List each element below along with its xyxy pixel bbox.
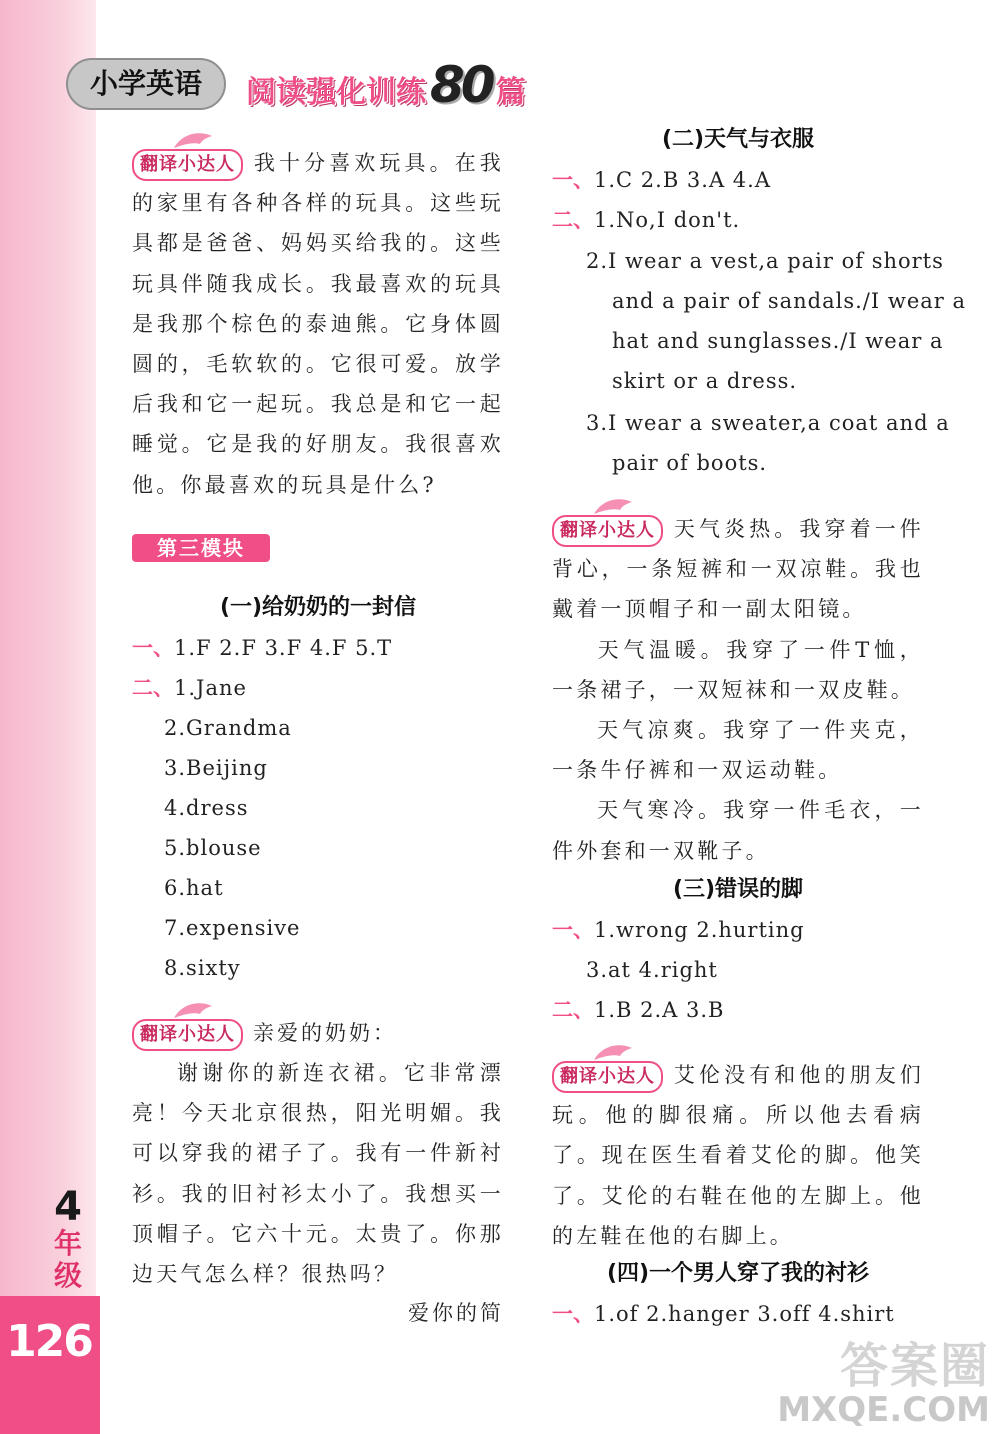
- letter-signature: 爱你的简: [408, 1301, 504, 1325]
- translation-text-3a: 天气炎热。我穿着一件背心，一条短裤和一双凉鞋。我也戴着一顶帽子和一副太阳镜。: [552, 517, 924, 622]
- part-number: 一、: [552, 918, 594, 942]
- grade-text-2: 级: [53, 1259, 82, 1292]
- answer-row: [132, 628, 392, 668]
- translator-badge: 翻译小达人: [552, 515, 663, 547]
- part-number: 一、: [552, 168, 594, 192]
- translation-text-4: 艾伦没有和他的朋友们玩。他的脚很痛。所以他去看病了。现在医生看着艾伦的脚。他笑了。艾伦的右鞋在他的左脚上。他的左鞋在他的右脚上。: [552, 1063, 924, 1248]
- answer-text: 1.Jane: [174, 676, 247, 700]
- answer-row: [132, 668, 247, 708]
- watermark-logo-text: 答案圈: [839, 1338, 990, 1394]
- book-title-number: 80: [430, 56, 492, 114]
- part-number: 一、: [132, 636, 174, 660]
- answer-row: hat and sunglasses./I wear a: [612, 329, 944, 353]
- translation-greeting: 亲爱的奶奶：: [253, 1021, 397, 1045]
- book-title-post: 篇: [495, 75, 526, 110]
- answer-row: 2.I wear a vest,a pair of shorts: [586, 249, 944, 273]
- section-title-3: (三)错误的脚: [672, 877, 804, 902]
- page-number: 126: [6, 1316, 92, 1367]
- answer-text: 1.C 2.B 3.A 4.A: [594, 168, 772, 192]
- section-title-2: (二)天气与衣服: [661, 127, 815, 152]
- part-number: 一、: [552, 1302, 594, 1326]
- part-number: 二、: [552, 208, 594, 232]
- answer-row: [552, 1294, 895, 1334]
- translation-block-3: [552, 509, 924, 871]
- translator-badge: 翻译小达人: [132, 149, 243, 181]
- watermark: [777, 1340, 990, 1428]
- translation-block-2: [132, 1053, 504, 1294]
- watermark-url: MXQE.COM: [777, 1390, 990, 1430]
- translator-badge: 翻译小达人: [132, 1019, 243, 1051]
- answer-row: 3.Beijing: [164, 756, 268, 780]
- translation-text-3c: 天气凉爽。我穿了一件夹克，一条牛仔裤和一双运动鞋。: [552, 718, 924, 783]
- answer-text: 1.wrong 2.hurting: [594, 918, 805, 942]
- answer-row: [552, 910, 805, 950]
- answer-row: 4.dress: [164, 796, 249, 820]
- answer-row: 5.blouse: [164, 836, 262, 860]
- series-pill: 小学英语: [66, 58, 226, 110]
- answer-row: 2.Grandma: [164, 716, 292, 740]
- translation-block-4: [552, 1055, 924, 1256]
- answer-text: 1.No,I don't.: [594, 208, 741, 232]
- translation-text-3b: 天气温暖。我穿了一件T恤，一条裙子，一双短袜和一双皮鞋。: [552, 637, 924, 702]
- answer-row: [552, 200, 740, 240]
- translation-block-1: [132, 143, 504, 505]
- answer-text: 1.of 2.hanger 3.off 4.shirt: [594, 1302, 895, 1326]
- answer-text: 1.B 2.A 3.B: [594, 998, 725, 1022]
- grade-label: [46, 1186, 90, 1292]
- answer-row: 8.sixty: [164, 956, 241, 980]
- answer-row: skirt or a dress.: [612, 369, 798, 393]
- answer-row: [552, 160, 771, 200]
- part-number: 二、: [132, 676, 174, 700]
- book-title: [246, 56, 526, 114]
- book-title-pre: 阅读强化训练: [246, 75, 426, 110]
- translator-badge: 翻译小达人: [552, 1061, 663, 1093]
- module-badge: 第三模块: [132, 534, 270, 562]
- part-number: 二、: [552, 998, 594, 1022]
- translation-text-2: 谢谢你的新连衣裙。它非常漂亮！今天北京很热，阳光明媚。我可以穿我的裙子了。我有一件新衬衫。我的旧衬衫太小了。我想买一顶帽子。它六十元。太贵了。你那边天气怎么样？很热吗？: [132, 1061, 504, 1287]
- section-title-4: (四)一个男人穿了我的衬衫: [606, 1261, 870, 1286]
- answer-text: 1.F 2.F 3.F 4.F 5.T: [174, 636, 393, 660]
- translation-text-3d: 天气寒冷。我穿一件毛衣，一件外套和一双靴子。: [552, 798, 924, 863]
- translation-greeting-row: [132, 1013, 397, 1053]
- answer-row: 7.expensive: [164, 916, 301, 940]
- section-title-1: (一)给奶奶的一封信: [219, 595, 417, 620]
- answer-row: [552, 990, 725, 1030]
- answer-row: pair of boots.: [612, 451, 768, 475]
- answer-row: 3.I wear a sweater,a coat and a: [586, 411, 950, 435]
- answer-row: 6.hat: [164, 876, 224, 900]
- grade-text-1: 年: [53, 1227, 82, 1260]
- translation-text-1: 我十分喜欢玩具。在我的家里有各种各样的玩具。这些玩具都是爸爸、妈妈买给我的。这些玩具伴随我成长。我最喜欢的玩具是我那个棕色的泰迪熊。它身体圆圆的，毛软软的。它很可爱。放学后我和它一起玩。我总是和它一起睡觉。它是我的好朋友。我很喜欢他。你最喜欢的玩具是什么?: [132, 151, 504, 497]
- answer-row: 3.at 4.right: [586, 958, 718, 982]
- answer-row: and a pair of sandals./I wear a: [612, 289, 966, 313]
- grade-number: 4: [54, 1184, 82, 1230]
